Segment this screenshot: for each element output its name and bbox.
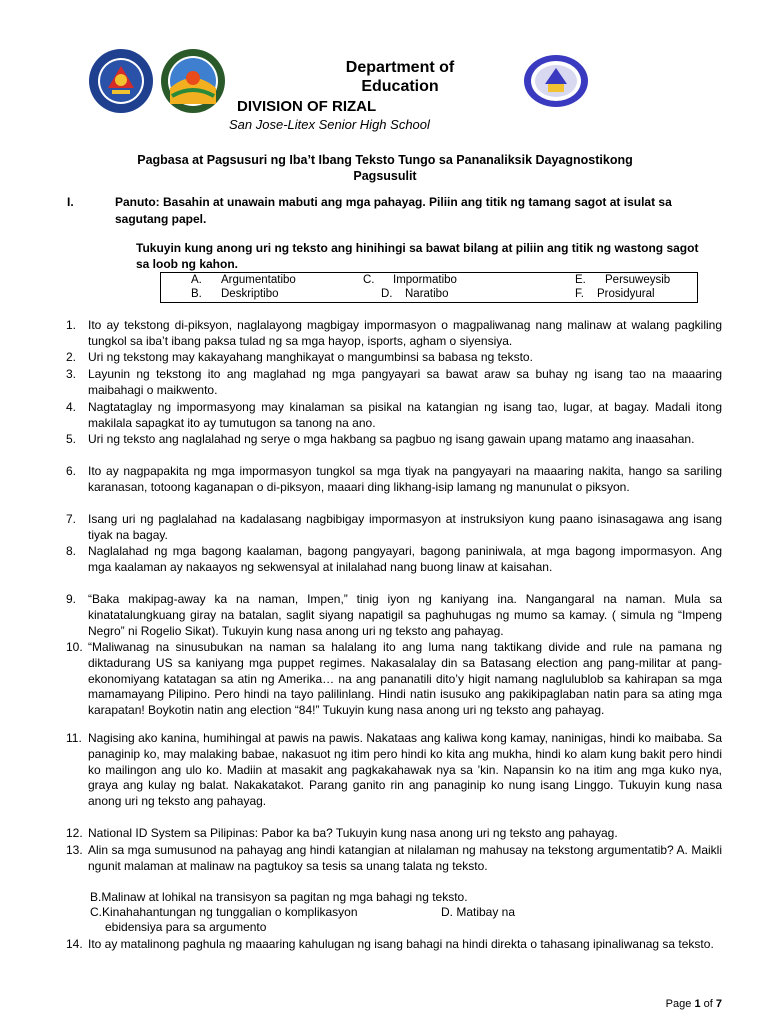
q13-option-b: B.Malinaw at lohikal na transisyon sa pagitan ng mga bahagi ng teksto. <box>90 890 468 904</box>
question-5: 5. Uri ng teksto ang naglalahad ng serye o mga hakbang sa pagbuo ng isang gawain upang matamo ang inaasahan. <box>66 432 695 446</box>
page-footer <box>666 998 722 1010</box>
sub-instruction-text: Tukuyin kung anong uri ng teksto ang hinihingi sa bawat bilang at piliin ang titik ng wastong sagot sa loob ng kahon. <box>136 241 699 271</box>
dept-line-1: Department of <box>345 59 455 76</box>
page-word: Page <box>665 998 692 1010</box>
question-2: 2. Uri ng tekstong may kakayahang manghikayat o mangumbinsi sa babasa ng teksto. <box>66 350 533 364</box>
choice-c: C. Impormatibo <box>363 274 457 286</box>
question-11: 11. Nagising ako kanina, humihingal at pawis na pawis. Nakataas ang kaliwa kong kamay, naninigas, hindi ko maibaba. Sa panaginip ko, may malaking babae, nakasuot ng itim pero hindi ko kita ang mukha, hindi ko alam kung bakit pero hindi ko mailingon ang ulo ko. Madiin at masakit ang pagkakahawak nya sa ’kin. Napansin ko na itim ang mga kuko nya, graya ang kulay ng balat. Nakakatakot. Parang ganito rin ang panaginip ko nung isang Linggo. Tukuyin kung nasa anong uri ng teksto ang pahayag. <box>66 731 722 809</box>
choice-b: B. Deskriptibo <box>191 288 279 300</box>
q13-option-c: C.Kinahahantungan ng tunggalian o komplikasyon <box>90 905 358 919</box>
choice-a: A. Argumentatibo <box>191 274 296 286</box>
school-name: San Jose-Litex Senior High School <box>229 117 430 132</box>
question-7: 7. Isang uri ng paglalahad na kadalasang nagbibigay impormasyon at instruksiyon kung paano isinasagawa ang isang tiyak na bagay. <box>66 512 722 542</box>
division-heading: DIVISION OF RIZAL <box>237 98 377 115</box>
question-14: 14. Ito ay matalinong paghula ng maaaring kahulugan ng isang bahagi na hindi direkta o tahasang ipinaliwanag sa teksto. <box>66 937 714 951</box>
answer-choices-box <box>160 272 698 303</box>
question-1: 1. Ito ay tekstong di-piksyon, naglalayong magbigay impormasyon o magpaliwanag nang malinaw at walang pagkiling tungkol sa iba’t ibang paksa tulad ng sa mga hayop, isports, agham o siyensiya. <box>66 318 722 348</box>
question-8: 8. Naglalahad ng mga bagong kaalaman, bagong pangyayari, bagong paniniwala, at mga bagong impormasyon. Ang mga kaalaman ay nakaayos ng sekwensyal at inilalahad nang buong linaw at kaisahan. <box>66 544 722 574</box>
question-13: 13. Alin sa mga sumusunod na pahayag ang hindi katangian at nilalaman ng mahusay na tekstong argumentatib? A. Maikli ngunit malaman at malinaw na pagtukoy sa tesis sa unang talata ng teksto. <box>66 843 722 873</box>
school-seal-logo <box>523 54 589 108</box>
question-10: 10. “Maliwanag na sinusubukan na naman sa halalang ito ang luma nang taktikang divide and rule na pamana ng diktadurang US sa kaniyang mga puppet regimes. Nakasalalay din sa Batasang election ang pang-militar at pang-ekonomiyang katatagan sa atin ng Amerika… na ang pananatili dito’y higit namang naglulublob sa kahirapan sa mga mamamayang Pilipino. Pero hindi na tayo palilinlang. Hindi natin isusuko ang pakikipaglaban natin para sa ating mga karapatan! Boykotin natin ang election “84!” Tukuyin kung nasa anong uri ng teksto ang pahayag. <box>66 640 722 718</box>
deped-seal-logo <box>88 48 154 114</box>
q13-option-d: D. Matibay na <box>441 905 516 919</box>
title-line-1: Pagbasa at Pagsusuri ng Iba’t Ibang Teksto Tungo sa Pananaliksik Dayagnostikong <box>137 153 633 167</box>
page-number: 1 <box>694 998 701 1010</box>
title-line-2: Pagsusulit <box>353 169 417 183</box>
dept-line-2: Education <box>361 78 439 95</box>
q13-option-d-cont: ebidensiya para sa argumento <box>105 920 267 934</box>
question-3: 3. Layunin ng tekstong ito ang maglahad ng mga pangyayari sa bawat araw sa buhay ng isang tao na maaaring maibahagi o maikwento. <box>66 367 722 397</box>
of-word: of <box>703 998 713 1010</box>
question-6: 6. Ito ay nagpapakita ng mga impormasyon tungkol sa mga tiyak na pangyayari na maaaring nakita, hango sa sariling karanasan, totoong kaganapan o di-piksyon, maaari ding likhang-isip lamang ng manunulat o piksyon. <box>66 464 722 494</box>
choice-d: D. Naratibo <box>381 288 449 300</box>
choice-e: E. Persuweysib <box>575 274 671 286</box>
exam-title <box>70 152 700 184</box>
choice-f: F. Prosidyural <box>575 288 655 300</box>
instruction-text: Panuto: Basahin at unawain mabuti ang mga pahayag. Piliin ang titik ng tamang sagot at isulat sa sagutang papel. <box>115 195 672 226</box>
page-total: 7 <box>715 998 722 1010</box>
department-heading <box>300 58 500 96</box>
rizal-seal-logo <box>160 48 226 114</box>
section-number: I. <box>67 195 74 209</box>
question-4: 4. Nagtataglay ng impormasyong may kinalaman sa pisikal na katangian ng isang tao, lugar, at bagay. Madali itong makilala sapagkat ito ay tumutugon sa tanong na ano. <box>66 400 722 430</box>
question-12: 12. National ID System sa Pilipinas: Pabor ka ba? Tukuyin kung nasa anong uri ng teksto ang pahayag. <box>66 826 618 840</box>
question-9: 9. “Baka makipag-away ka na naman, Impen,” tinig iyon ng kaniyang ina. Nangangaral na naman. Mula sa kinatatalungkuang giray na batalan, saglit siyang napatigil sa paghuhugas ng mumo sa kamay. ( simula ng “Impeng Negro” ni Rogelio Sikat). Tukuyin kung nasa anong uri ng teksto ang pahayag. <box>66 592 722 638</box>
